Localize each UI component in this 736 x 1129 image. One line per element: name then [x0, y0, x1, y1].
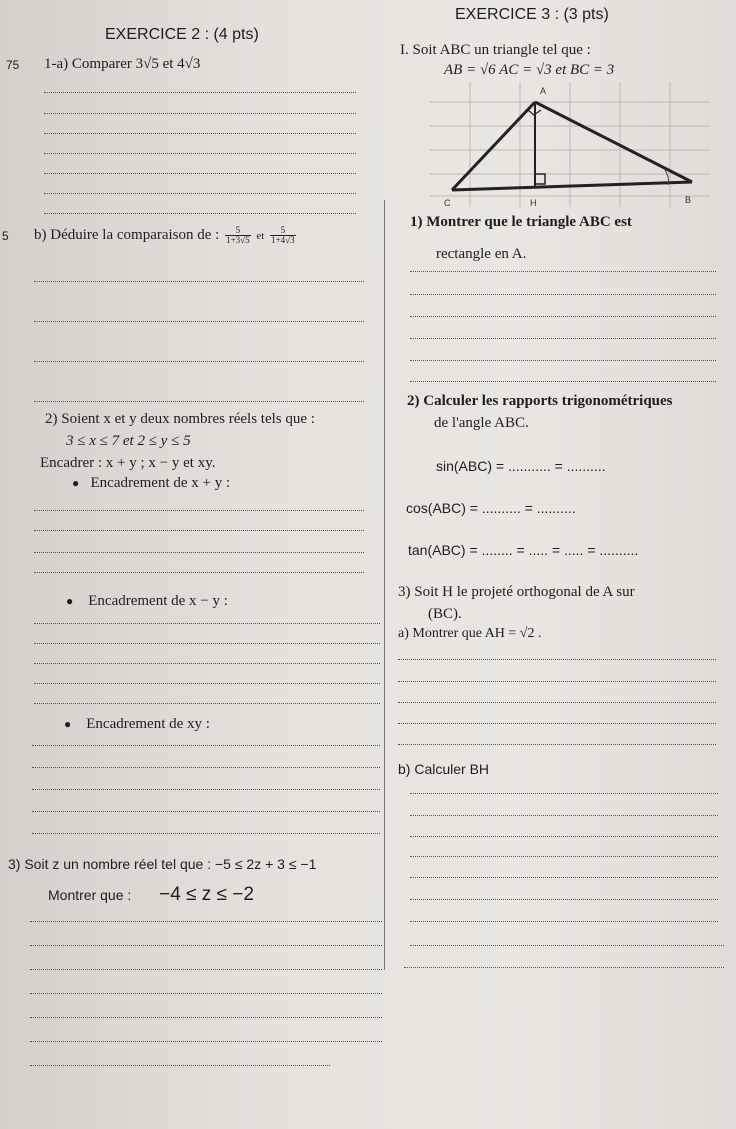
label-B: B — [685, 195, 692, 205]
answer-line — [32, 833, 380, 834]
bullet-icon: ● — [72, 476, 80, 490]
answer-line — [30, 1017, 382, 1018]
answer-line — [30, 993, 382, 994]
encadrement-difference: ● Encadrement de x − y : — [66, 593, 228, 609]
answer-line — [32, 811, 380, 812]
answer-line — [44, 92, 356, 93]
column-divider — [384, 200, 385, 970]
segment-AB — [535, 102, 692, 182]
label-A: A — [540, 86, 547, 96]
label-C: C — [444, 198, 451, 208]
question-2-task: Encadrer : x + y ; x − y et xy. — [40, 455, 216, 471]
answer-line — [410, 360, 716, 361]
answer-line — [32, 789, 380, 790]
question-1a: 1-a) Comparer 3√5 et 4√3 — [44, 56, 201, 72]
answer-line — [410, 856, 718, 857]
answer-line — [398, 744, 716, 745]
answer-line — [410, 815, 718, 816]
answer-line — [32, 767, 380, 768]
answer-line — [34, 572, 364, 573]
cos-formula: cos(ABC) = .......... = .......... — [406, 500, 576, 516]
answer-line — [398, 659, 716, 660]
answer-line — [34, 643, 380, 644]
question-3-statement: 3) Soit z un nombre réel tel que : −5 ≤ 2z + 3 ≤ −1 — [8, 856, 317, 872]
answer-line — [32, 745, 380, 746]
answer-line — [34, 703, 380, 704]
question-3-3b: b) Calculer BH — [398, 761, 490, 777]
answer-line — [398, 723, 716, 724]
answer-line — [44, 173, 356, 174]
sin-formula: sin(ABC) = ........... = .......... — [436, 458, 606, 474]
answer-line — [34, 683, 380, 684]
question-3-1-line2: rectangle en A. — [436, 246, 527, 262]
answer-line — [410, 793, 718, 794]
question-3-1-line1: 1) Montrer que le triangle ABC est — [410, 214, 632, 230]
question-3-2-line1: 2) Calculer les rapports trigonométriques — [407, 393, 673, 409]
answer-line — [30, 969, 382, 970]
answer-line — [44, 153, 356, 154]
encadrement-product: ● Encadrement de xy : — [64, 716, 210, 732]
answer-line — [34, 552, 364, 553]
answer-line — [398, 681, 716, 682]
answer-line — [410, 338, 716, 339]
answer-line — [410, 877, 718, 878]
triangle-lengths: AB = √6 AC = √3 et BC = 3 — [444, 62, 615, 78]
triangle-figure — [430, 82, 720, 212]
segment-BC — [452, 182, 692, 190]
answer-line — [30, 1065, 330, 1066]
question-3-task: Montrer que : −4 ≤ z ≤ −2 — [48, 884, 254, 905]
answer-line — [34, 530, 364, 531]
answer-line — [404, 967, 724, 968]
answer-line — [34, 510, 364, 511]
answer-line — [34, 361, 364, 362]
answer-line — [398, 702, 716, 703]
question-3-3-line2: (BC). — [428, 606, 462, 622]
bullet-icon: ● — [64, 717, 72, 731]
answer-line — [410, 921, 718, 922]
question-2-conditions: 3 ≤ x ≤ 7 et 2 ≤ y ≤ 5 — [66, 433, 191, 449]
answer-line — [34, 401, 364, 402]
answer-line — [34, 321, 364, 322]
label-H: H — [530, 198, 537, 208]
exercise-2-title: EXERCICE 2 : (4 pts) — [105, 26, 259, 43]
exercise-3-title: EXERCICE 3 : (3 pts) — [455, 6, 609, 23]
question-2-intro: 2) Soient x et y deux nombres réels tels que : — [45, 411, 315, 427]
part-I-statement: I. Soit ABC un triangle tel que : — [400, 42, 591, 58]
answer-line — [44, 113, 356, 114]
question-1b: b) Déduire la comparaison de : $\frac{5}{1+3√5}$ et $\frac{5}{1+4√3}$ — [34, 225, 295, 245]
fraction-1: $\frac{5}{1+3√5}$ — [226, 225, 250, 245]
tan-formula: tan(ABC) = ........ = ..... = ..... = .......... — [408, 542, 639, 558]
margin-number-5: 5 — [2, 229, 9, 243]
answer-line — [34, 281, 364, 282]
question-1b-text: b) Déduire la comparaison de : — [34, 226, 220, 243]
question-3-3a: a) Montrer que AH = √2 . — [398, 626, 542, 641]
fraction-2: $\frac{5}{1+4√3}$ — [271, 225, 295, 245]
segment-AC — [452, 102, 535, 190]
answer-line — [44, 193, 356, 194]
answer-line — [30, 1041, 382, 1042]
answer-line — [34, 623, 380, 624]
answer-line — [34, 663, 380, 664]
answer-line — [410, 945, 724, 946]
answer-line — [410, 294, 716, 295]
bullet-icon: ● — [66, 594, 74, 608]
right-angle-mark — [535, 174, 545, 184]
margin-number-75: 75 — [6, 58, 20, 72]
answer-line — [410, 899, 718, 900]
answer-line — [44, 133, 356, 134]
answer-line — [410, 271, 716, 272]
question-3-2-line2: de l'angle ABC. — [434, 415, 529, 431]
encadrement-sum: ● Encadrement de x + y : — [72, 475, 231, 491]
question-3-3-line1: 3) Soit H le projeté orthogonal de A sur — [398, 584, 635, 600]
answer-line — [44, 213, 356, 214]
answer-line — [410, 381, 716, 382]
answer-line — [410, 316, 716, 317]
answer-line — [30, 921, 382, 922]
question-3-inequality: −4 ≤ z ≤ −2 — [159, 884, 254, 905]
answer-line — [410, 836, 718, 837]
answer-line — [30, 945, 382, 946]
